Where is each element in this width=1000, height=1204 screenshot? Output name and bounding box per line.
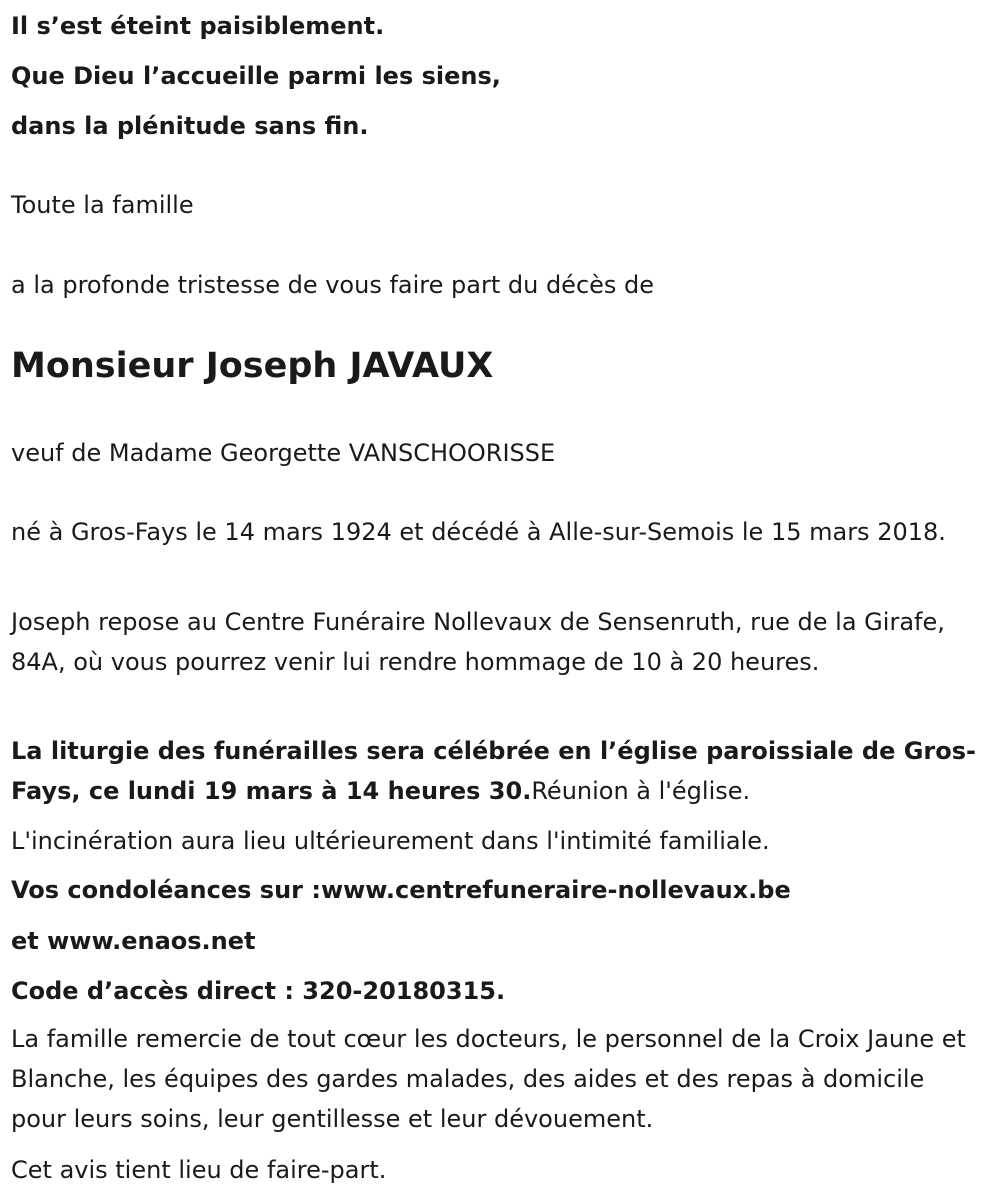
widower-text: veuf de Madame Georgette VANSCHOORISSE (11, 439, 556, 467)
family-text: Toute la famille (11, 191, 194, 219)
birth-death-text: né à Gros-Fays le 14 mars 1924 et décédé à Alle-sur-Semois le 15 mars 2018. (11, 518, 946, 546)
deceased-name: Monsieur Joseph JAVAUX (11, 346, 494, 386)
intro-line-1: Il s’est éteint paisiblement. (11, 12, 385, 40)
announcement-text: a la profonde tristesse de vous faire part du décès de (11, 271, 655, 299)
closing-text: Cet avis tient lieu de faire-part. (11, 1156, 387, 1184)
liturgy-bold-text: La liturgie des funérailles sera célébrée en l’église paroissiale de Gros-Fays, ce lundi 19 mars à 14 heures 30. (11, 737, 976, 805)
incineration-text: L'incinération aura lieu ultérieurement dans l'intimité familiale. (11, 827, 770, 855)
liturgy-regular-text: Réunion à l'église. (531, 777, 751, 805)
liturgy-paragraph (11, 731, 986, 811)
thanks-text: La famille remercie de tout cœur les docteurs, le personnel de la Croix Jaune et Blanche, les équipes des gardes malades, des aides et des repas à domicile pour leurs soins, leur gentillesse et leur dévouement. (11, 1025, 966, 1133)
intro-line-2: Que Dieu l’accueille parmi les siens, (11, 62, 501, 90)
access-code: Code d’accès direct : 320-20180315. (11, 977, 506, 1005)
condolences-line-1: Vos condoléances sur :www.centrefuneraire-nollevaux.be (11, 876, 791, 904)
condolences-line-2: et www.enaos.net (11, 927, 256, 955)
repose-text: Joseph repose au Centre Funéraire Nollevaux de Sensenruth, rue de la Girafe, 84A, où vous pourrez venir lui rendre hommage de 10 à 20 heures. (11, 608, 945, 676)
intro-line-3: dans la plénitude sans fin. (11, 112, 369, 140)
